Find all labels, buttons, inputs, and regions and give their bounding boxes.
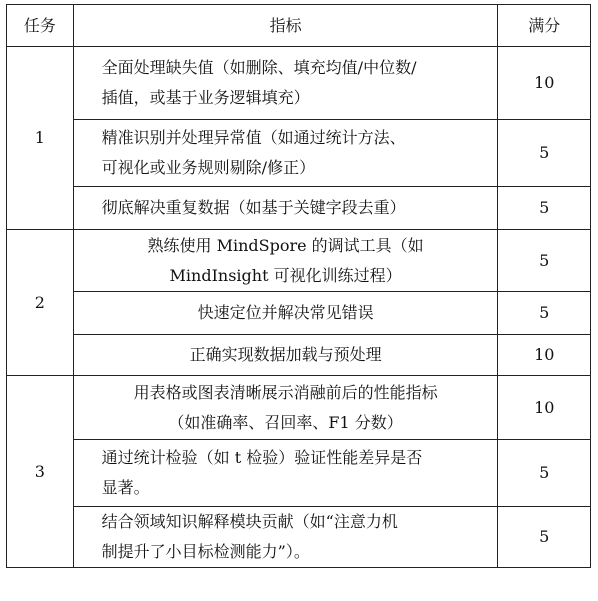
task-number: 3: [7, 376, 74, 568]
score-cell: 5: [498, 440, 591, 507]
scoring-table: [6, 4, 591, 568]
indicator-cell: [73, 230, 498, 292]
indicator-line: 用表格或图表清晰展示消融前后的性能指标: [133, 382, 438, 402]
indicator-line: 全面处理缺失值（如删除、填充均值/中位数/: [101, 58, 417, 77]
table-header-row: [7, 5, 591, 47]
indicator-line: 熟练使用 MindSpore 的调试工具（如: [147, 235, 424, 255]
indicator-line: 精准识别并处理异常值（如通过统计方法、: [101, 128, 406, 147]
indicator-cell: [73, 120, 498, 187]
table-row: [7, 376, 591, 440]
indicator-line: 插值，或基于业务逻辑填充）: [101, 88, 310, 107]
score-cell: 5: [498, 187, 591, 230]
indicator-cell: [73, 376, 498, 440]
indicator-cell: [73, 507, 498, 568]
indicator-cell: 快速定位并解决常见错误: [73, 292, 498, 335]
indicator-line: MindInsight 可视化训练过程）: [169, 265, 402, 285]
indicator-line: 制提升了小目标检测能力”）。: [101, 542, 310, 561]
score-cell: 5: [498, 507, 591, 568]
table-row: [7, 335, 591, 376]
indicator-cell: [73, 47, 498, 120]
table-row: [7, 47, 591, 120]
indicator-line: （如准确率、召回率、F1 分数）: [168, 412, 403, 432]
indicator-cell: 正确实现数据加载与预处理: [73, 335, 498, 376]
score-cell: 5: [498, 120, 591, 187]
table-row: [7, 230, 591, 292]
table-row: [7, 187, 591, 230]
table-row: [7, 292, 591, 335]
task-number: 1: [7, 47, 74, 230]
table-row: [7, 440, 591, 507]
score-cell: 5: [498, 230, 591, 292]
indicator-line: 结合领域知识解释模块贡献（如“注意力机: [101, 512, 398, 531]
indicator-cell: 彻底解决重复数据（如基于关键字段去重）: [73, 187, 498, 230]
table-row: [7, 507, 591, 568]
score-cell: 5: [498, 292, 591, 335]
task-number: 2: [7, 230, 74, 376]
header-task: 任务: [7, 5, 74, 47]
score-cell: 10: [498, 47, 591, 120]
indicator-line: 显著。: [101, 478, 150, 497]
header-score: 满分: [498, 5, 591, 47]
score-cell: 10: [498, 376, 591, 440]
header-indicator: 指标: [73, 5, 498, 47]
indicator-line: 通过统计检验（如 t 检验）验证性能差异是否: [101, 448, 423, 467]
score-cell: 10: [498, 335, 591, 376]
indicator-line: 可视化或业务规则剔除/修正）: [101, 158, 316, 177]
indicator-cell: [73, 440, 498, 507]
table-row: [7, 120, 591, 187]
